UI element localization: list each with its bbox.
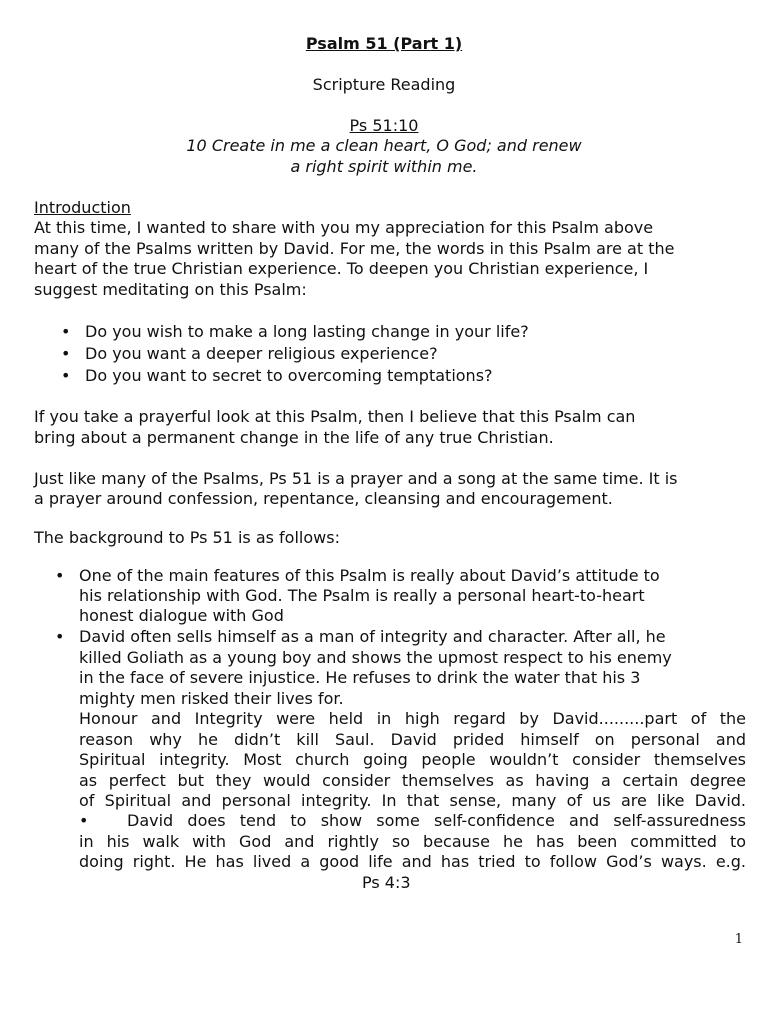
background-intro: The background to Ps 51 is as follows: (34, 528, 340, 547)
paragraph-line: a prayer around confession, repentance, cleansing and encouragement. (34, 489, 613, 508)
page-number: 1 (734, 932, 743, 947)
verse-line-1: 10 Create in me a clean heart, O God; and renew (186, 136, 582, 155)
background-line: One of the main features of this Psalm is really about David’s attitude to (79, 566, 660, 585)
confidence-line: in his walk with God and rightly so because he has been committed to (79, 832, 746, 851)
honour-line: as perfect but they would consider themselves as having a certain degree (79, 771, 746, 790)
section-subtitle: Scripture Reading (312, 75, 456, 94)
question-item: Do you want a deeper religious experience? (85, 344, 438, 363)
background-line: in the face of severe injustice. He refuses to drink the water that his 3 (79, 668, 641, 687)
bullet-icon: • (61, 366, 71, 385)
scripture-reference: Ps 51:10 (349, 116, 419, 135)
bullet-icon: • (79, 811, 89, 830)
confidence-line: David does tend to show some self-confidence and self-assuredness (127, 811, 746, 830)
honour-line: Honour and Integrity were held in high regard by David.........part of the (79, 709, 746, 728)
bullet-icon: • (55, 566, 65, 585)
intro-line: heart of the true Christian experience. To deepen you Christian experience, I (34, 259, 649, 278)
paragraph-line: bring about a permanent change in the life of any true Christian. (34, 428, 554, 447)
intro-heading: Introduction (34, 198, 131, 217)
confidence-line: doing right. He has lived a good life and has tried to follow God’s ways. e.g. (79, 852, 746, 871)
background-line: killed Goliath as a young boy and shows the upmost respect to his enemy (79, 648, 672, 667)
question-item: Do you wish to make a long lasting change in your life? (85, 322, 529, 341)
background-line: honest dialogue with God (79, 606, 284, 625)
verse-line-2: a right spirit within me. (290, 157, 478, 176)
honour-line: of Spiritual and personal integrity. In that sense, many of us are like David. (79, 791, 746, 810)
honour-line: reason why he didn’t kill Saul. David prided himself on personal and (79, 730, 746, 749)
background-line: his relationship with God. The Psalm is really a personal heart-to-heart (79, 586, 645, 605)
honour-line: Spiritual integrity. Most church going people wouldn’t consider themselves (79, 750, 746, 769)
paragraph-line: Just like many of the Psalms, Ps 51 is a prayer and a song at the same time. It is (34, 469, 678, 488)
intro-line: many of the Psalms written by David. For me, the words in this Psalm are at the (34, 239, 675, 258)
bullet-icon: • (61, 322, 71, 341)
paragraph-line: If you take a prayerful look at this Psalm, then I believe that this Psalm can (34, 407, 636, 426)
bullet-icon: • (55, 627, 65, 646)
psalm-reference: Ps 4:3 (362, 873, 411, 892)
bullet-icon: • (61, 344, 71, 363)
question-item: Do you want to secret to overcoming temptations? (85, 366, 493, 385)
page-title: Psalm 51 (Part 1) (305, 34, 463, 53)
background-line: mighty men risked their lives for. (79, 689, 344, 708)
intro-line: At this time, I wanted to share with you my appreciation for this Psalm above (34, 218, 654, 237)
intro-line: suggest meditating on this Psalm: (34, 280, 307, 299)
background-line: David often sells himself as a man of integrity and character. After all, he (79, 627, 666, 646)
